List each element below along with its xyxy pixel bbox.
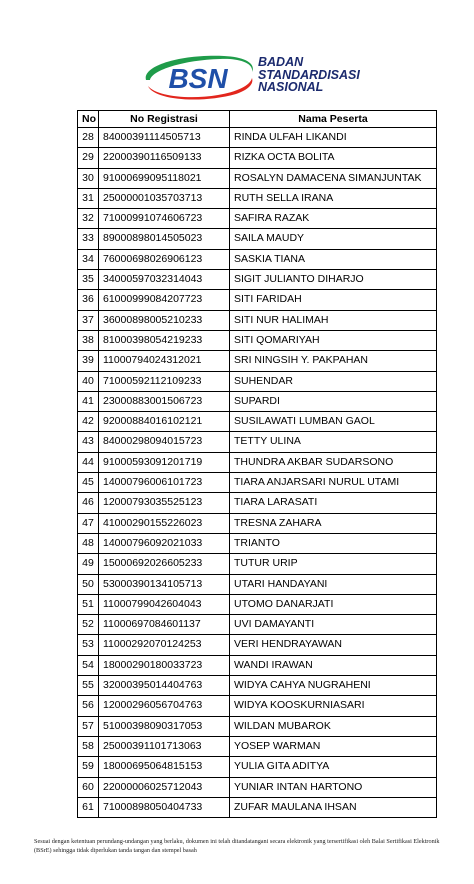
row-number: 30: [78, 168, 99, 188]
registration-number: 71000592112109233: [99, 371, 230, 391]
participant-name: THUNDRA AKBAR SUDARSONO: [230, 452, 437, 472]
row-number: 54: [78, 655, 99, 675]
row-number: 60: [78, 777, 99, 797]
registration-number: 23000883001506723: [99, 391, 230, 411]
participant-name: TIARA ANJARSARI NURUL UTAMI: [230, 473, 437, 493]
table-row: [78, 676, 437, 696]
table-row: [78, 635, 437, 655]
table-row: [78, 290, 437, 310]
row-number: 51: [78, 594, 99, 614]
table-row: [78, 533, 437, 553]
row-number: 43: [78, 432, 99, 452]
header-registration: No Registrasi: [99, 111, 230, 128]
row-number: 46: [78, 493, 99, 513]
participant-name: SAFIRA RAZAK: [230, 209, 437, 229]
row-number: 58: [78, 736, 99, 756]
row-number: 41: [78, 391, 99, 411]
row-number: 53: [78, 635, 99, 655]
row-number: 57: [78, 716, 99, 736]
participant-name: SITI NUR HALIMAH: [230, 310, 437, 330]
table-row: [78, 757, 437, 777]
registration-number: 25000391101713063: [99, 736, 230, 756]
registration-number: 14000796092021033: [99, 533, 230, 553]
registration-number: 89000898014505023: [99, 229, 230, 249]
table-row: [78, 412, 437, 432]
registration-number: 34000597032314043: [99, 270, 230, 290]
participant-name: SITI QOMARIYAH: [230, 330, 437, 350]
row-number: 52: [78, 615, 99, 635]
participant-name: TRIANTO: [230, 533, 437, 553]
header-no: No: [78, 111, 99, 128]
participant-name: RUTH SELLA IRANA: [230, 188, 437, 208]
participant-name: WILDAN MUBAROK: [230, 716, 437, 736]
participant-name: SUPARDI: [230, 391, 437, 411]
participant-name: RINDA ULFAH LIKANDI: [230, 128, 437, 148]
participant-name: ZUFAR MAULANA IHSAN: [230, 797, 437, 817]
table-row: [78, 209, 437, 229]
row-number: 29: [78, 148, 99, 168]
table-row: [78, 736, 437, 756]
table-row: [78, 249, 437, 269]
document-header: [0, 0, 474, 110]
table-row: [78, 229, 437, 249]
bsn-logo-icon: [140, 50, 258, 106]
registration-number: 11000697084601137: [99, 615, 230, 635]
row-number: 32: [78, 209, 99, 229]
registration-number: 61000999084207723: [99, 290, 230, 310]
registration-number: 22000390116509133: [99, 148, 230, 168]
logo-text: BSN: [168, 63, 228, 94]
registration-number: 76000698026906123: [99, 249, 230, 269]
participant-name: WIDYA CAHYA NUGRAHENI: [230, 676, 437, 696]
participant-name: UVI DAMAYANTI: [230, 615, 437, 635]
brand-name-line-3: NASIONAL: [258, 80, 324, 94]
participant-name: WANDI IRAWAN: [230, 655, 437, 675]
participant-name: WIDYA KOOSKURNIASARI: [230, 696, 437, 716]
participant-name: TUTUR URIP: [230, 554, 437, 574]
table-row: [78, 777, 437, 797]
registration-number: 25000001035703713: [99, 188, 230, 208]
registration-number: 91000593091201719: [99, 452, 230, 472]
row-number: 38: [78, 330, 99, 350]
brand-name: [258, 56, 360, 94]
table-row: [78, 554, 437, 574]
table-row: [78, 473, 437, 493]
registration-number: 11000794024312021: [99, 351, 230, 371]
table-row: [78, 188, 437, 208]
participant-name: TETTY ULINA: [230, 432, 437, 452]
registration-number: 18000290180033723: [99, 655, 230, 675]
participant-name: SUSILAWATI LUMBAN GAOL: [230, 412, 437, 432]
row-number: 59: [78, 757, 99, 777]
table-row: [78, 351, 437, 371]
brand-name-line-2: STANDARDISASI: [258, 67, 360, 82]
registration-number: 12000793035525123: [99, 493, 230, 513]
table-row: [78, 594, 437, 614]
registration-number: 14000796006101723: [99, 473, 230, 493]
registration-number: 32000395014404763: [99, 676, 230, 696]
registration-number: 84000298094015723: [99, 432, 230, 452]
registration-number: 91000699095118021: [99, 168, 230, 188]
table-row: [78, 716, 437, 736]
row-number: 45: [78, 473, 99, 493]
row-number: 34: [78, 249, 99, 269]
registration-number: 71000991074606723: [99, 209, 230, 229]
table-row: [78, 310, 437, 330]
table-row: [78, 452, 437, 472]
table-row: [78, 148, 437, 168]
registration-number: 11000292070124253: [99, 635, 230, 655]
header-participant-name: Nama Peserta: [230, 111, 437, 128]
participant-name: SRI NINGSIH Y. PAKPAHAN: [230, 351, 437, 371]
registration-number: 92000884016102121: [99, 412, 230, 432]
participant-name: RIZKA OCTA BOLITA: [230, 148, 437, 168]
row-number: 55: [78, 676, 99, 696]
participant-name: YULIA GITA ADITYA: [230, 757, 437, 777]
participant-name: SAILA MAUDY: [230, 229, 437, 249]
participant-name: TIARA LARASATI: [230, 493, 437, 513]
participant-name: TRESNA ZAHARA: [230, 513, 437, 533]
row-number: 49: [78, 554, 99, 574]
registration-number: 71000898050404733: [99, 797, 230, 817]
participant-name: VERI HENDRAYAWAN: [230, 635, 437, 655]
table-row: [78, 797, 437, 817]
table-row: [78, 270, 437, 290]
row-number: 37: [78, 310, 99, 330]
registration-number: 53000390134105713: [99, 574, 230, 594]
row-number: 35: [78, 270, 99, 290]
registration-number: 51000398090317053: [99, 716, 230, 736]
table-row: [78, 371, 437, 391]
registration-number: 22000006025712043: [99, 777, 230, 797]
table-row: [78, 493, 437, 513]
row-number: 44: [78, 452, 99, 472]
table-row: [78, 391, 437, 411]
participant-name: SIGIT JULIANTO DIHARJO: [230, 270, 437, 290]
table-row: [78, 330, 437, 350]
participant-name: UTOMO DANARJATI: [230, 594, 437, 614]
row-number: 31: [78, 188, 99, 208]
registration-number: 84000391114505713: [99, 128, 230, 148]
registration-number: 18000695064815153: [99, 757, 230, 777]
table-row: [78, 432, 437, 452]
table-row: [78, 168, 437, 188]
row-number: 50: [78, 574, 99, 594]
participant-name: SASKIA TIANA: [230, 249, 437, 269]
table-row: [78, 574, 437, 594]
brand-name-line-1: BADAN: [258, 55, 304, 69]
row-number: 56: [78, 696, 99, 716]
row-number: 28: [78, 128, 99, 148]
registration-number: 15000692026605233: [99, 554, 230, 574]
row-number: 33: [78, 229, 99, 249]
row-number: 61: [78, 797, 99, 817]
registration-number: 36000898005210233: [99, 310, 230, 330]
registration-number: 81000398054219233: [99, 330, 230, 350]
participant-name: YUNIAR INTAN HARTONO: [230, 777, 437, 797]
registration-number: 41000290155226023: [99, 513, 230, 533]
participant-name: YOSEP WARMAN: [230, 736, 437, 756]
row-number: 42: [78, 412, 99, 432]
registration-number: 12000296056704763: [99, 696, 230, 716]
row-number: 48: [78, 533, 99, 553]
row-number: 40: [78, 371, 99, 391]
table-row: [78, 696, 437, 716]
table-row: [78, 615, 437, 635]
row-number: 36: [78, 290, 99, 310]
participant-name: UTARI HANDAYANI: [230, 574, 437, 594]
table-row: [78, 128, 437, 148]
row-number: 47: [78, 513, 99, 533]
participant-name: SUHENDAR: [230, 371, 437, 391]
participant-name: ROSALYN DAMACENA SIMANJUNTAK: [230, 168, 437, 188]
table-row: [78, 655, 437, 675]
registration-number: 11000799042604043: [99, 594, 230, 614]
table-header-row: [78, 111, 437, 128]
participant-name: SITI FARIDAH: [230, 290, 437, 310]
footer-note: Sesuai dengan ketentuan perundang-undangan yang berlaku, dokumen ini telah ditandatangani secara elektronik yang tersertifikasi oleh Balai Sertifikasi Elektronik (BSrE) sehingga tidak diperlukan tanda tangan dan stempel basah: [34, 838, 440, 854]
participant-table: [77, 110, 437, 818]
table-row: [78, 513, 437, 533]
row-number: 39: [78, 351, 99, 371]
